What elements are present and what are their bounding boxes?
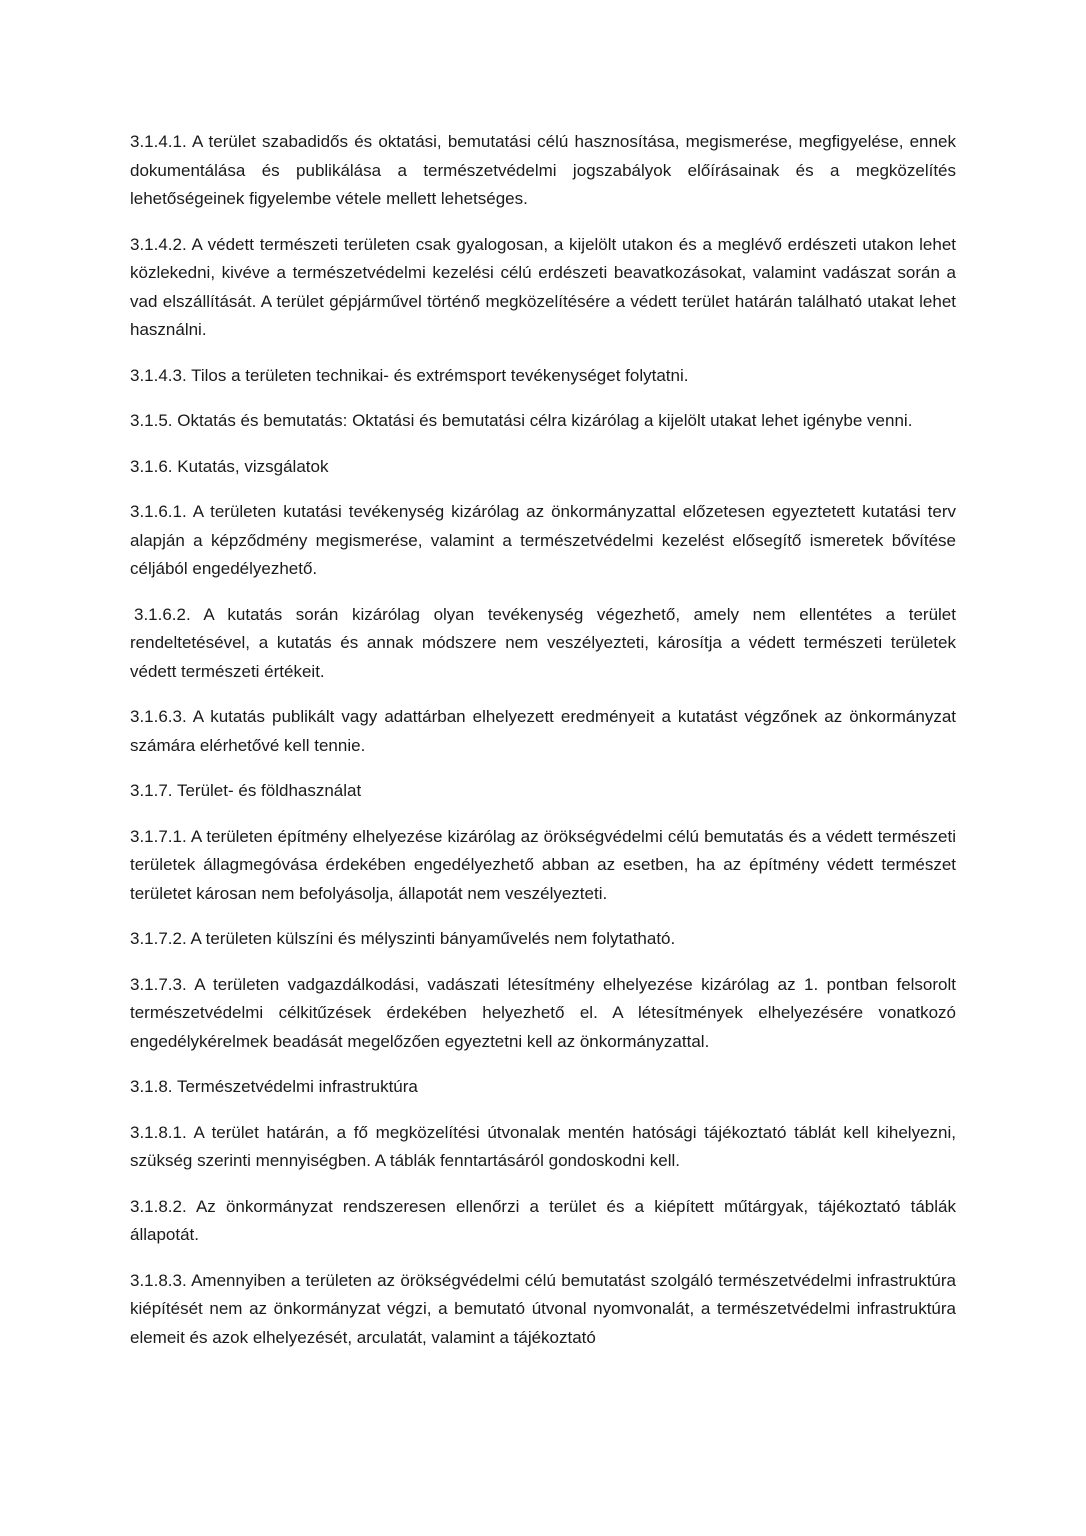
paragraph-3-1-4-3: 3.1.4.3. Tilos a területen technikai- és extrémsport tevékenységet folytatni. xyxy=(130,365,689,385)
heading-3-1-8: 3.1.8. Természetvédelmi infrastruktúra xyxy=(130,1077,418,1096)
paragraph-3-1-4-1: 3.1.4.1. A terület szabadidős és oktatási, bemutatási célú hasznosítása, megismerése, megfigyelése, ennek dokumentálása és publikálása a természetvédelmi jogszabályok előírásainak és a megközelítés lehetőségeinek figyelembe vétele mellett lehetséges. xyxy=(130,132,956,208)
paragraph-3-1-5: 3.1.5. Oktatás és bemutatás: Oktatási és bemutatási célra kizárólag a kijelölt utakat lehet igénybe venni. xyxy=(130,411,913,430)
paragraph-3-1-8-2: 3.1.8.2. Az önkormányzat rendszeresen ellenőrzi a terület és a kiépített műtárgyak, tájékoztató táblák állapotát. xyxy=(130,1196,956,1244)
paragraph-3-1-6-2: 3.1.6.2. A kutatás során kizárólag olyan tevékenység végezhető, amely nem ellentétes a terület rendeltetésével, a kutatás és annak módszere nem veszélyezteti, károsítja a védett természeti területek védett természeti értékeit. xyxy=(130,604,956,681)
paragraph-3-1-4-2: 3.1.4.2. A védett természeti területen csak gyalogosan, a kijelölt utakon és a meglévő erdészeti utakon lehet közlekedni, kivéve a természetvédelmi kezelési célú erdészeti beavatkozásokat, valamint vadászat során a vad elszállítását. A terület gépjárművel történő megközelítésére a védett terület határán található utakat lehet használni. xyxy=(130,234,956,339)
paragraph-3-1-6-3: 3.1.6.3. A kutatás publikált vagy adattárban elhelyezett eredményeit a kutatást végzőnek az önkormányzat számára elérhetővé kell tennie. xyxy=(130,707,956,755)
paragraph-3-1-8-3: 3.1.8.3. Amennyiben a területen az örökségvédelmi célú bemutatást szolgáló természetvédelmi infrastruktúra kiépítését nem az önkormányzat végzi, a bemutató útvonal nyomvonalát, a természetvédelmi infrastruktúra elemeit és azok elhelyezését, arculatát, valamint a tájékoztató xyxy=(130,1270,956,1347)
heading-3-1-6: 3.1.6. Kutatás, vizsgálatok xyxy=(130,456,329,476)
paragraph-3-1-7-3: 3.1.7.3. A területen vadgazdálkodási, vadászati létesítmény elhelyezése kizárólag az 1. pontban felsorolt természetvédelmi célkitűzések érdekében helyezhető el. A létesítmények elhelyezésére vonatkozó engedélykérelmek beadását megelőzően egyeztetni kell az önkormányzattal. xyxy=(130,974,956,1051)
paragraph-3-1-6-1: 3.1.6.1. A területen kutatási tevékenység kizárólag az önkormányzattal előzetesen egyeztetett kutatási terv alapján a képződmény megismerése, valamint a természetvédelmi kezelést elősegítő ismeretek bővítése céljából engedélyezhető. xyxy=(130,502,956,578)
paragraph-3-1-7-1: 3.1.7.1. A területen építmény elhelyezése kizárólag az örökségvédelmi célú bemutatás és a védett természeti területek állagmegóvása érdekében engedélyezhető abban az esetben, ha az építmény védett természet területet károsan nem befolyásolja, állapotát nem veszélyezteti. xyxy=(130,826,956,903)
paragraph-3-1-8-1: 3.1.8.1. A terület határán, a fő megközelítési útvonalak mentén hatósági tájékoztató táblát kell kihelyezni, szükség szerinti mennyiségben. A táblák fenntartásáról gondoskodni kell. xyxy=(130,1122,956,1170)
heading-3-1-7: 3.1.7. Terület- és földhasználat xyxy=(130,781,362,800)
paragraph-3-1-7-2: 3.1.7.2. A területen külszíni és mélyszinti bányaművelés nem folytatható. xyxy=(130,929,676,948)
document-page xyxy=(130,128,956,1352)
